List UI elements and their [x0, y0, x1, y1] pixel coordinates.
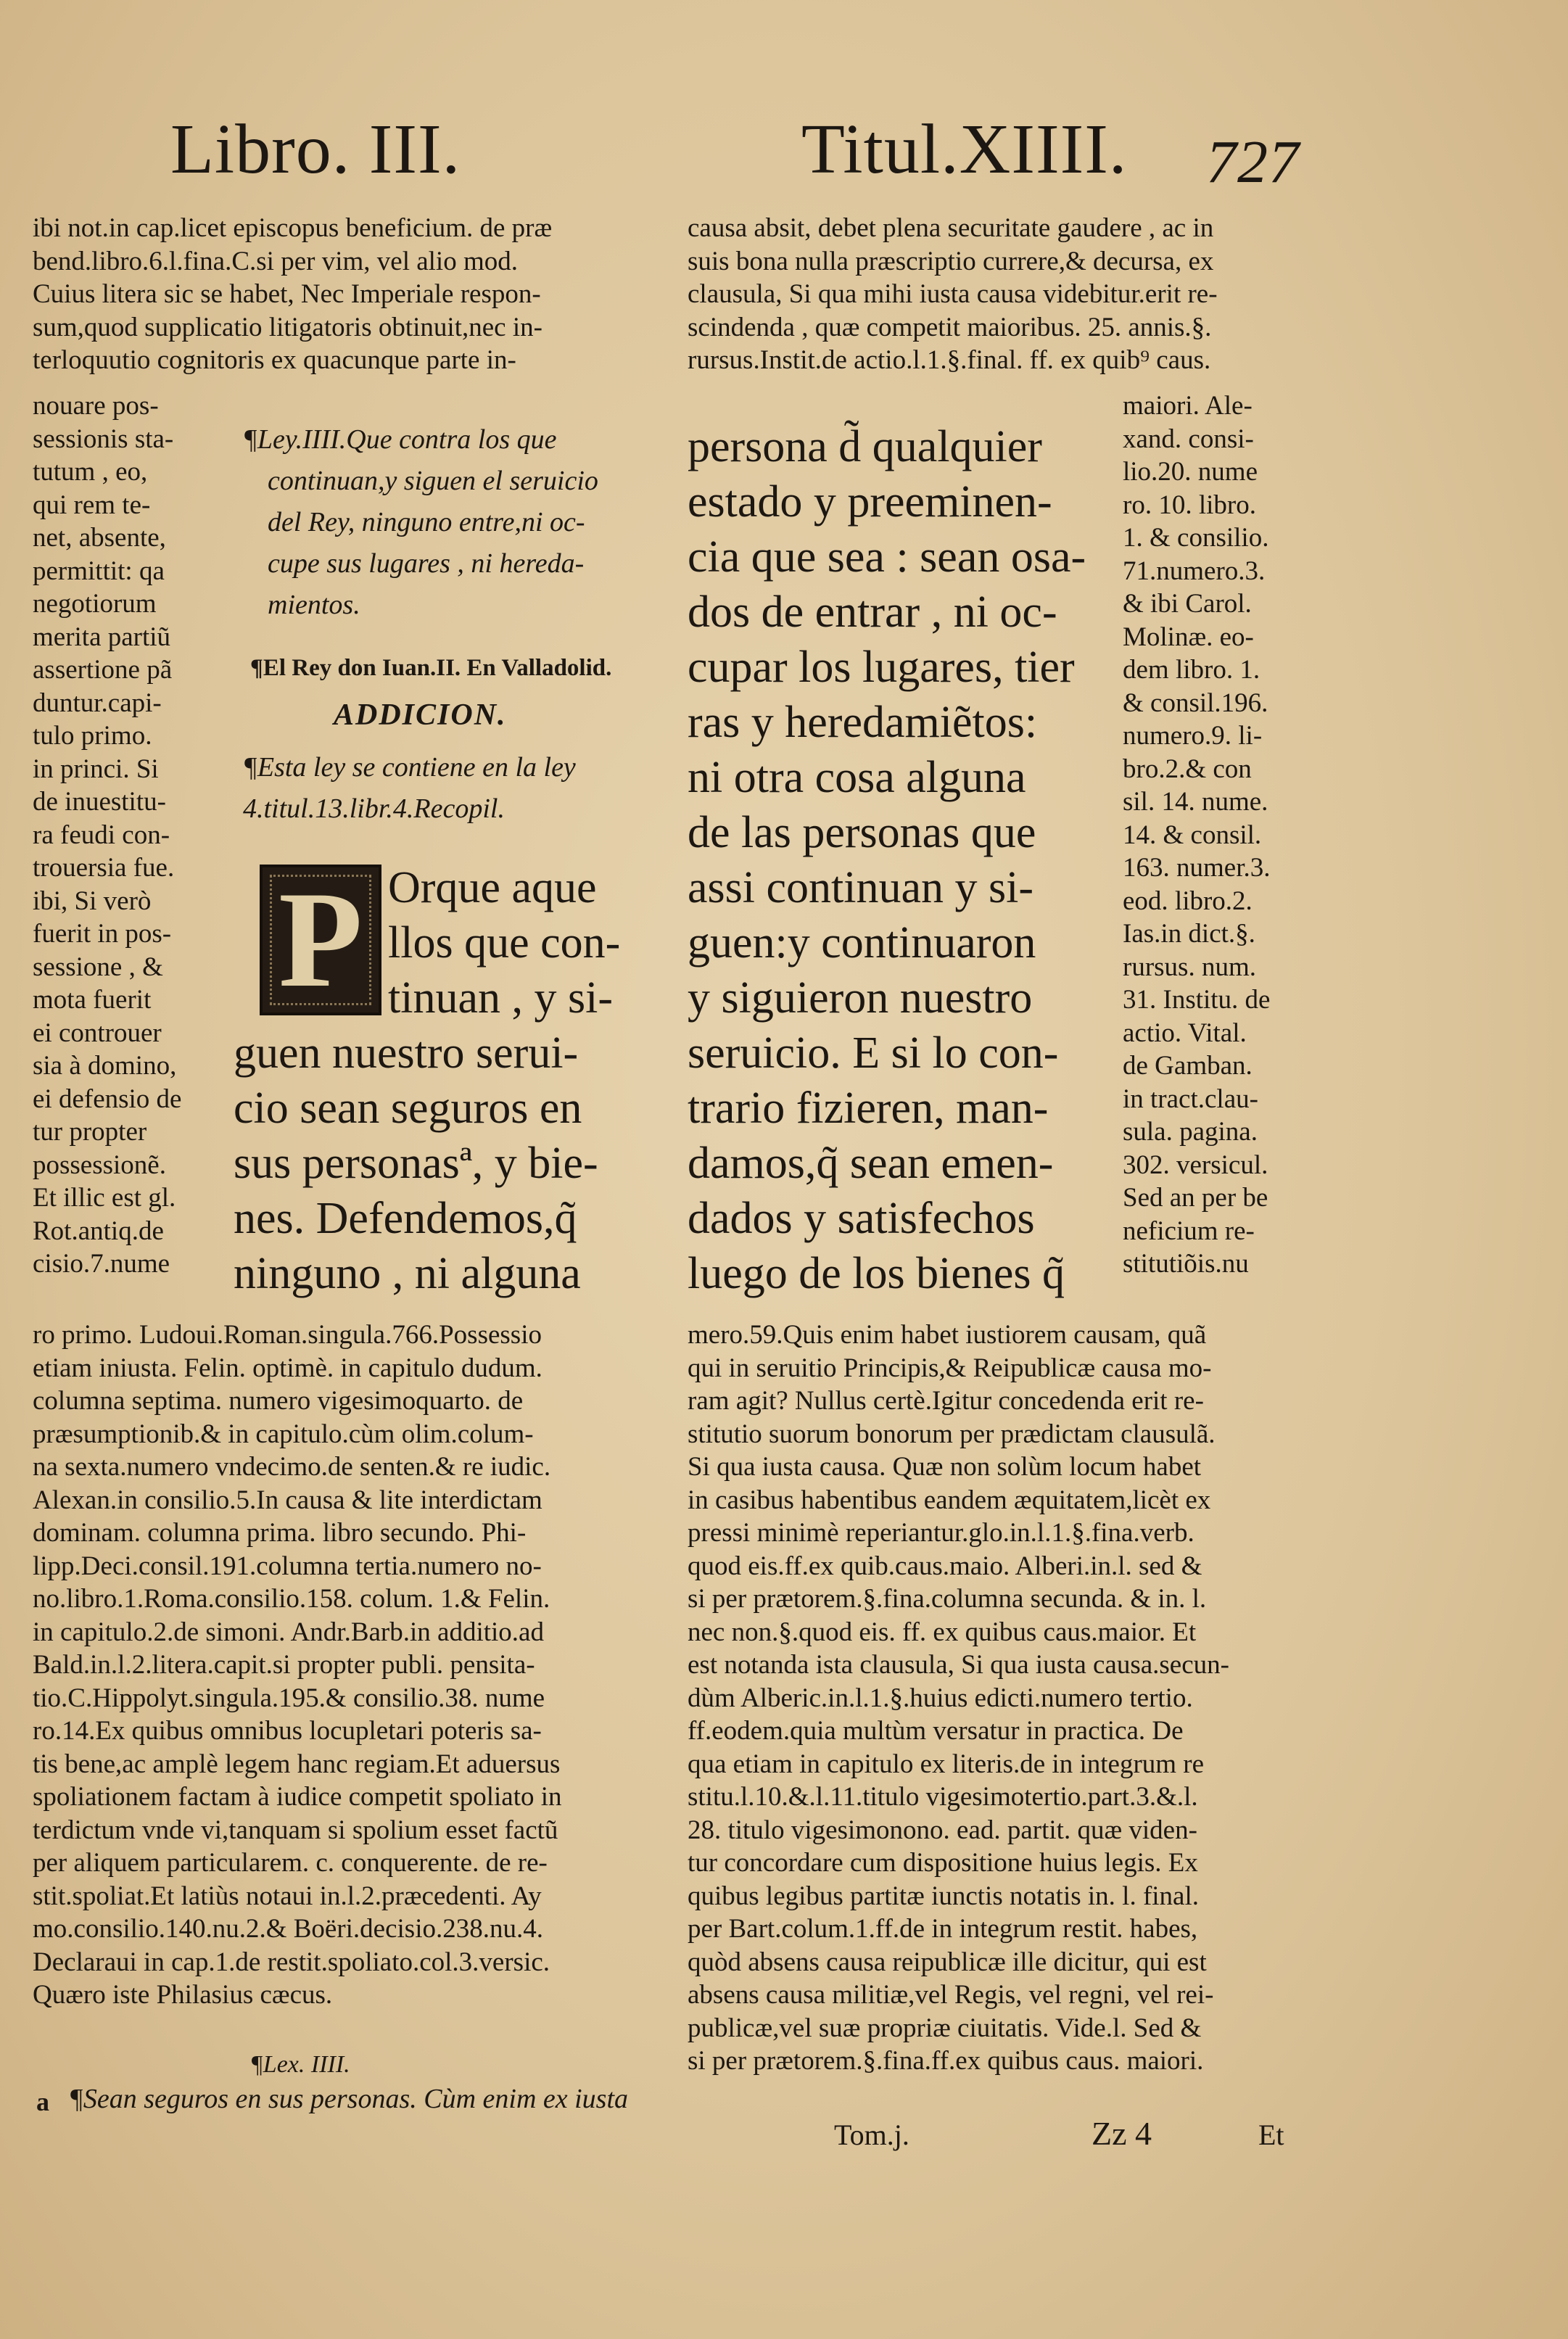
gloss-line: quibus legibus partitæ iunctis notatis in. l. final.	[688, 1881, 1200, 1911]
law-line: dados y satisfechos	[688, 1194, 1035, 1243]
gloss-line: negotiorum	[33, 589, 157, 619]
gloss-line: de Gamban.	[1123, 1051, 1253, 1081]
gloss-line: ei defensio de	[33, 1084, 182, 1114]
gloss-line: trouersia fue.	[33, 853, 175, 883]
gloss-line: terloquutio cognitoris ex quacunque parte in-	[33, 345, 516, 375]
gloss-line: sessionis sta-	[33, 424, 174, 454]
gloss-line: tur concordare cum dispositione huius legis. Ex	[688, 1848, 1198, 1878]
lex-marker: ¶Lex. IIII.	[250, 2051, 350, 2078]
gloss-line: dominam. columna prima. libro secundo. Phi-	[33, 1518, 527, 1548]
gloss-line: dem libro. 1.	[1123, 655, 1260, 685]
page-number: 727	[1206, 128, 1300, 196]
law-line: ni otra cosa alguna	[688, 753, 1026, 802]
gloss-line: permittit: qa	[33, 556, 165, 586]
gloss-line: rursus.Instit.de actio.l.1.§.final. ff. ex quib⁹ caus.	[688, 345, 1211, 375]
law-line: cia que sea : sean osa-	[688, 532, 1086, 582]
gloss-line: & consil.196.	[1123, 688, 1268, 718]
gloss-line: 1. & consilio.	[1123, 523, 1269, 553]
gloss-line: præsumptionib.& in capitulo.cùm olim.colum-	[33, 1419, 534, 1449]
gloss-line: lio.20. nume	[1123, 457, 1258, 487]
gloss-line: & ibi Carol.	[1123, 589, 1252, 619]
left-margin-gloss	[33, 389, 181, 1281]
law-line: ras y heredamiẽtos:	[688, 698, 1038, 747]
gloss-line: lipp.Deci.consil.191.columna tertia.numero no-	[33, 1551, 542, 1581]
law-line: luego de los bienes q̃	[688, 1249, 1065, 1298]
gloss-line: quod eis.ff.ex quib.caus.maio. Alberi.in.l. sed &	[688, 1551, 1202, 1581]
gloss-line: stitutio suorum bonorum per prædictam clausulã.	[688, 1419, 1216, 1449]
gloss-line: ro. 10. libro.	[1123, 490, 1256, 520]
addicion-line: ¶Esta ley se contiene en la ley	[243, 752, 576, 783]
law-line: Orque aque	[388, 863, 597, 912]
gloss-line: etiam iniusta. Felin. optimè. in capitulo dudum.	[33, 1353, 542, 1383]
gloss-line: na sexta.numero vndecimo.de senten.& re iudic.	[33, 1452, 551, 1482]
heading-line: del Rey, ninguno entre,ni oc-	[268, 507, 585, 537]
gloss-line: Rot.antiq.de	[33, 1216, 164, 1246]
note-text: ¶Sean seguros en sus personas. Cùm enim ex iusta	[69, 2084, 629, 2114]
gloss-line: 71.numero.3.	[1123, 556, 1266, 586]
gloss-line: stitu.l.10.&.l.11.titulo vigesimotertio.part.3.&.l.	[688, 1782, 1198, 1812]
gloss-line: causa absit, debet plena securitate gaudere , ac in	[688, 213, 1214, 243]
gloss-line: est notanda ista clausula, Si qua iusta causa.secun-	[688, 1650, 1229, 1680]
gloss-line: nec non.§.quod eis. ff. ex quibus caus.maior. Et	[688, 1617, 1197, 1647]
gloss-line: ei controuer	[33, 1018, 162, 1048]
gloss-line: no.libro.1.Roma.consilio.158. colum. 1.& Felin.	[33, 1584, 550, 1614]
law-line: llos que con-	[388, 918, 621, 968]
gloss-line: Et illic est gl.	[33, 1183, 176, 1213]
gloss-line: in tract.clau-	[1123, 1084, 1258, 1114]
right-top-gloss	[688, 212, 1218, 377]
gloss-line: spoliationem factam à iudice competit spoliato in	[33, 1782, 562, 1812]
gloss-line: bro.2.& con	[1123, 754, 1252, 784]
law-line: cio sean seguros en	[234, 1084, 582, 1133]
gloss-line: tis bene,ac amplè legem hanc regiam.Et aduersus	[33, 1749, 561, 1779]
gloss-line: sia à domino,	[33, 1051, 177, 1081]
gloss-line: in casibus habentibus eandem æquitatem,licèt ex	[688, 1485, 1211, 1515]
gloss-line: ibi, Si verò	[33, 886, 152, 916]
law-line: guen nuestro serui-	[234, 1028, 579, 1078]
catchword: Et	[1258, 2119, 1284, 2151]
law-line: persona d̃ qualquier	[688, 422, 1042, 471]
heading-line: cupe sus lugares , ni hereda-	[268, 548, 585, 579]
law-line: de las personas que	[688, 808, 1036, 857]
gloss-line: sula. pagina.	[1123, 1117, 1258, 1147]
left-bottom-gloss	[33, 1319, 562, 2012]
gloss-line: fuerit in pos-	[33, 919, 172, 949]
initial-letter: P	[278, 864, 363, 1016]
gloss-line: qui rem te-	[33, 490, 151, 520]
law-line: sus personasª, y bie-	[234, 1139, 598, 1188]
gloss-line: numero.9. li-	[1123, 721, 1263, 751]
gloss-line: nouare pos-	[33, 391, 159, 421]
gloss-line: ff.eodem.quia multùm versatur in practica. De	[688, 1716, 1184, 1746]
gloss-line: tio.C.Hippolyt.singula.195.& consilio.38. nume	[33, 1683, 545, 1713]
signature-mark: Tom.j.	[834, 2119, 909, 2151]
gloss-line: Si qua iusta causa. Quæ non solùm locum habet	[688, 1452, 1202, 1482]
gloss-line: per Bart.colum.1.ff.de in integrum restit. habes,	[688, 1914, 1198, 1944]
law-line: cupar los lugares, tier	[688, 643, 1075, 692]
gloss-line: tur propter	[33, 1117, 147, 1147]
gloss-line: suis bona nulla præscriptio currere,& decursa, ex	[688, 246, 1214, 276]
gloss-line: ibi not.in cap.licet episcopus beneficium. de præ	[33, 213, 553, 243]
gloss-line: mota fuerit	[33, 985, 152, 1015]
gloss-line: bend.libro.6.l.fina.C.si per vim, vel alio mod.	[33, 246, 518, 276]
law-line: ninguno , ni alguna	[234, 1249, 581, 1298]
right-bottom-gloss	[688, 1319, 1229, 2078]
law-line: seruicio. E si lo con-	[688, 1028, 1059, 1078]
gloss-line: xand. consi-	[1123, 424, 1254, 454]
gloss-line: Declaraui in cap.1.de restit.spoliato.col.3.versic.	[33, 1947, 550, 1977]
decorated-initial	[260, 865, 381, 1015]
gloss-line: Sed an per be	[1123, 1183, 1268, 1213]
gloss-line: ro primo. Ludoui.Roman.singula.766.Possessio	[33, 1320, 542, 1350]
gloss-line: qui in seruitio Principis,& Reipublicæ causa mo-	[688, 1353, 1212, 1383]
gloss-line: rursus. num.	[1123, 952, 1256, 982]
gloss-line: ra feudi con-	[33, 820, 170, 850]
gloss-line: in capitulo.2.de simoni. Andr.Barb.in additio.ad	[33, 1617, 544, 1647]
gloss-line: ram agit? Nullus certè.Igitur concedenda erit re-	[688, 1386, 1204, 1416]
gloss-line: net, absente,	[33, 523, 166, 553]
law-text-beside-initial	[388, 860, 620, 1026]
gloss-line: actio. Vital.	[1123, 1018, 1247, 1048]
gloss-line: si per prætorem.§.fina.ff.ex quibus caus. maiori.	[688, 2046, 1204, 2076]
gloss-line: sum,quod supplicatio litigatoris obtinuit,nec in-	[33, 312, 542, 342]
gloss-line: Bald.in.l.2.litera.capit.si propter publi. pensita-	[33, 1650, 535, 1680]
addicion-title: ADDICION.	[334, 698, 507, 732]
gloss-line: Quæro iste Philasius cæcus.	[33, 1980, 333, 2010]
addicion-text	[243, 747, 576, 830]
gloss-line: ro.14.Ex quibus omnibus locupletari poteris sa-	[33, 1716, 542, 1746]
gloss-line: si per prætorem.§.fina.columna secunda. & in. l.	[688, 1584, 1207, 1614]
gloss-line: 31. Institu. de	[1123, 985, 1271, 1015]
law-line: dos de entrar , ni oc-	[688, 587, 1057, 637]
law-line: damos,q̃ sean emen-	[688, 1139, 1054, 1188]
gloss-line: 14. & consil.	[1123, 820, 1262, 850]
gloss-line: in princi. Si	[33, 754, 159, 784]
law-line: trario fizieren, man-	[688, 1084, 1049, 1133]
gloss-line: mo.consilio.140.nu.2.& Boëri.decisio.238.nu.4.	[33, 1914, 543, 1944]
gloss-line: stitutiõis.nu	[1123, 1249, 1249, 1279]
gloss-line: sil. 14. nume.	[1123, 787, 1268, 817]
note-marker: a	[36, 2087, 49, 2116]
heading-line: continuan,y siguen el seruicio	[268, 466, 598, 496]
law-line: tinuan , y si-	[388, 973, 613, 1023]
heading-line: mientos.	[268, 590, 360, 620]
gloss-line: clausula, Si qua mihi iusta causa videbitur.erit re-	[688, 279, 1218, 309]
addicion-line: 4.titul.13.libr.4.Recopil.	[243, 793, 505, 824]
left-top-gloss	[33, 212, 552, 377]
law-line: assi continuan y si-	[688, 863, 1033, 912]
running-head-book: Libro. III.	[170, 110, 461, 189]
gloss-line: Molinæ. eo-	[1123, 622, 1254, 652]
gloss-line: dùm Alberic.in.l.1.§.huius edicti.numero tertio.	[688, 1683, 1193, 1713]
gloss-line: qua etiam in capitulo ex literis.de in integrum re	[688, 1749, 1205, 1779]
gloss-line: 302. versicul.	[1123, 1150, 1268, 1180]
gloss-line: tulo primo.	[33, 721, 152, 751]
gloss-line: mero.59.Quis enim habet iustiorem causam, quã	[688, 1320, 1207, 1350]
gloss-line: Ias.in dict.§.	[1123, 919, 1255, 949]
gloss-line: eod. libro.2.	[1123, 886, 1253, 916]
gloss-line: de inuestitu-	[33, 787, 166, 817]
gloss-line: Alexan.in consilio.5.In causa & lite interdictam	[33, 1485, 542, 1515]
gloss-line: possessionẽ.	[33, 1150, 166, 1180]
gloss-line: columna septima. numero vigesimoquarto. de	[33, 1386, 524, 1416]
gloss-line: stit.spoliat.Et latiùs notaui in.l.2.præcedenti. Ay	[33, 1881, 542, 1911]
gloss-line: cisio.7.nume	[33, 1249, 170, 1279]
gloss-line: 163. numer.3.	[1123, 853, 1271, 883]
running-head-title: Titul.XIIII.	[801, 110, 1128, 189]
law-heading	[243, 419, 598, 626]
law-line: guen:y continuaron	[688, 918, 1036, 968]
gathering-mark: Zz 4	[1092, 2115, 1152, 2152]
gloss-line: per aliquem particularem. c. conquerente. de re-	[33, 1848, 548, 1878]
gloss-line: merita partiũ	[33, 622, 171, 652]
gloss-line: scindenda , quæ competit maioribus. 25. annis.§.	[688, 312, 1212, 342]
law-line: y siguieron nuestro	[688, 973, 1033, 1023]
law-text-right	[688, 419, 1086, 1301]
gloss-line: Cuius litera sic se habet, Nec Imperiale respon-	[33, 279, 541, 309]
gloss-line: assertione pã	[33, 655, 173, 685]
gloss-line: tutum , eo,	[33, 457, 148, 487]
law-line: nes. Defendemos,q̃	[234, 1194, 577, 1243]
law-line: estado y preeminen-	[688, 477, 1052, 527]
gloss-line: pressi minimè reperiantur.glo.in.l.1.§.fina.verb.	[688, 1518, 1194, 1548]
law-text-left	[234, 1026, 598, 1301]
gloss-line: absens causa militiæ,vel Regis, vel regni, vel rei-	[688, 1980, 1214, 2010]
law-source: ¶El Rey don Iuan.II. En Valladolid.	[250, 655, 612, 681]
gloss-line: neficium re-	[1123, 1216, 1255, 1246]
gloss-line: terdictum vnde vi,tanquam si spolium esset factũ	[33, 1815, 558, 1845]
gloss-line: quòd absens causa reipublicæ ille dicitur, qui est	[688, 1947, 1207, 1977]
right-margin-gloss	[1123, 389, 1270, 1281]
gloss-line: publicæ,vel suæ propriæ ciuitatis. Vide.l. Sed &	[688, 2013, 1202, 2043]
heading-line: ¶Ley.IIII.Que contra los que	[243, 424, 557, 455]
gloss-line: 28. titulo vigesimonono. ead. partit. quæ viden-	[688, 1815, 1197, 1845]
gloss-line: maiori. Ale-	[1123, 391, 1253, 421]
gloss-line: sessione , &	[33, 952, 163, 982]
gloss-line: duntur.capi-	[33, 688, 162, 718]
